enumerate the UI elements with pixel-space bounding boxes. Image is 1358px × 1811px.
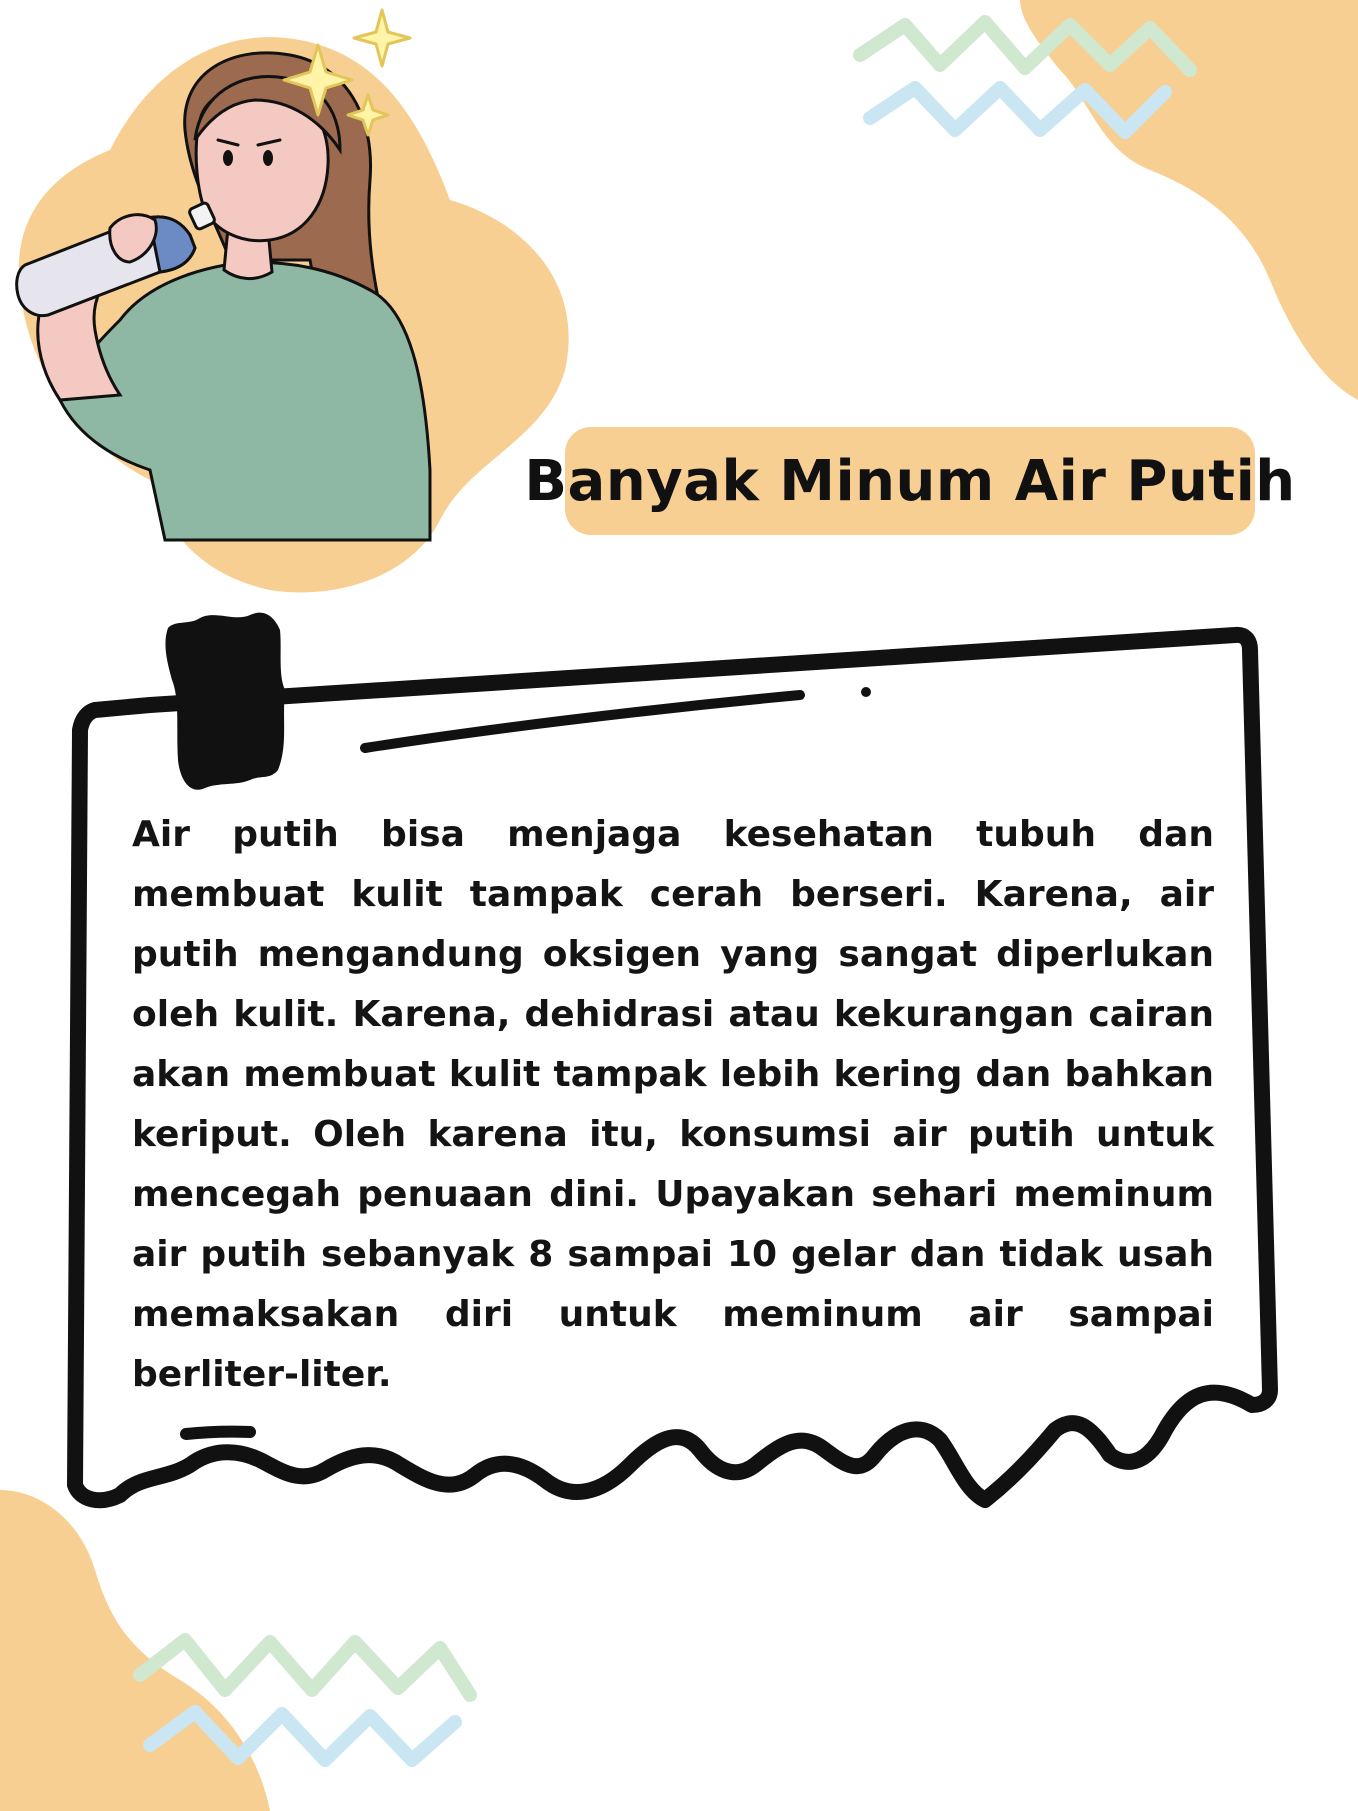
brush-stroke-bottom (186, 1432, 250, 1434)
brush-dot (861, 687, 871, 697)
body-paragraph: Air putih bisa menjaga kesehatan tubuh dan membuat kulit tampak cerah berseri. Karena, air putih mengandung oksigen yang sangat diperlukan oleh kulit. Karena, dehidrasi atau kekurangan cairan akan membuat kulit tampak lebih kering dan bahkan keriput. Oleh karena itu, konsumsi air putih untuk mencegah penuaan dini. Upayakan sehari meminum air putih sebanyak 8 sampai 10 gelar dan tidak usah memaksakan diri untuk meminum air sampai berliter-liter. (132, 814, 1214, 1395)
title-pill (524, 427, 1296, 535)
sparkle-icon (354, 10, 410, 66)
tape-decoration (165, 613, 285, 790)
page-title: Banyak Minum Air Putih (524, 448, 1296, 514)
girl-drinking-illustration (0, 0, 600, 600)
